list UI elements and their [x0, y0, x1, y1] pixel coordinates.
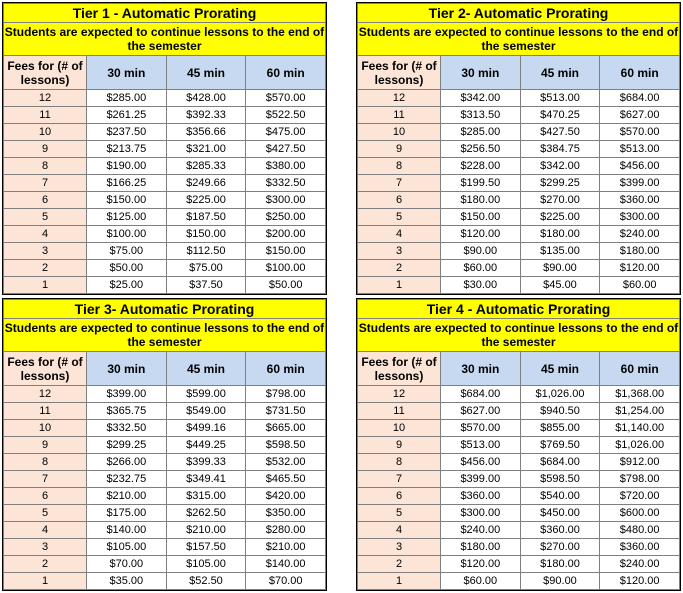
fee-cell: $105.00	[87, 539, 167, 556]
fee-cell: $256.50	[441, 141, 521, 158]
fee-cell: $150.00	[246, 243, 326, 260]
table-row	[4, 471, 326, 488]
fees-column-header: Fees for (# of lessons)	[358, 56, 441, 90]
col-60-header: 60 min	[600, 352, 680, 386]
fee-cell: $50.00	[246, 277, 326, 294]
fee-cell: $90.00	[520, 573, 600, 590]
fee-cell: $112.50	[166, 243, 246, 260]
fee-cell: $356.66	[166, 124, 246, 141]
fee-cell: $270.00	[520, 539, 600, 556]
fee-cell: $1,026.00	[520, 386, 600, 403]
fee-cell: $60.00	[600, 277, 680, 294]
fee-cell: $313.50	[441, 107, 521, 124]
table-row	[4, 124, 326, 141]
fee-cell: $300.00	[600, 209, 680, 226]
table-row	[4, 488, 326, 505]
fee-cell: $270.00	[520, 192, 600, 209]
fee-cell: $940.50	[520, 403, 600, 420]
tier-1-table	[2, 2, 327, 295]
fee-cell: $342.00	[520, 158, 600, 175]
fee-cell: $798.00	[600, 471, 680, 488]
lesson-count-cell: 11	[358, 107, 441, 124]
fee-cell: $60.00	[441, 573, 521, 590]
fee-cell: $384.75	[520, 141, 600, 158]
table-row	[4, 386, 326, 403]
table-row	[4, 522, 326, 539]
table-row	[358, 277, 680, 294]
table-row	[4, 141, 326, 158]
lesson-count-cell: 2	[358, 556, 441, 573]
fee-cell: $75.00	[166, 260, 246, 277]
table-row	[4, 277, 326, 294]
fee-cell: $225.00	[520, 209, 600, 226]
fee-cell: $213.75	[87, 141, 167, 158]
fee-cell: $300.00	[246, 192, 326, 209]
fee-cell: $70.00	[87, 556, 167, 573]
lesson-count-cell: 2	[358, 260, 441, 277]
table-row	[4, 158, 326, 175]
lesson-count-cell: 1	[358, 277, 441, 294]
table-row	[358, 158, 680, 175]
fee-cell: $349.41	[166, 471, 246, 488]
fee-cell: $285.00	[87, 90, 167, 107]
fee-cell: $140.00	[87, 522, 167, 539]
fee-cell: $332.50	[246, 175, 326, 192]
fee-cell: $449.25	[166, 437, 246, 454]
fee-cell: $420.00	[246, 488, 326, 505]
fee-cell: $475.00	[246, 124, 326, 141]
col-30-header: 30 min	[87, 56, 167, 90]
fee-cell: $599.00	[166, 386, 246, 403]
lesson-count-cell: 6	[358, 192, 441, 209]
fee-cell: $360.00	[600, 192, 680, 209]
lesson-count-cell: 3	[4, 243, 87, 260]
fee-cell: $549.00	[166, 403, 246, 420]
lesson-count-cell: 3	[358, 243, 441, 260]
fee-cell: $684.00	[520, 454, 600, 471]
fee-cell: $480.00	[600, 522, 680, 539]
fee-cell: $300.00	[441, 505, 521, 522]
table-row	[358, 90, 680, 107]
lesson-count-cell: 12	[358, 386, 441, 403]
lesson-count-cell: 2	[4, 260, 87, 277]
table-row	[358, 226, 680, 243]
col-30-header: 30 min	[87, 352, 167, 386]
fees-column-header: Fees for (# of lessons)	[358, 352, 441, 386]
lesson-count-cell: 6	[358, 488, 441, 505]
fee-cell: $240.00	[600, 226, 680, 243]
fee-cell: $600.00	[600, 505, 680, 522]
fee-cell: $513.00	[520, 90, 600, 107]
table-row	[358, 488, 680, 505]
fee-cell: $240.00	[441, 522, 521, 539]
fee-cell: $240.00	[600, 556, 680, 573]
fee-cell: $135.00	[520, 243, 600, 260]
fee-cell: $684.00	[600, 90, 680, 107]
fee-cell: $30.00	[441, 277, 521, 294]
fee-cell: $166.25	[87, 175, 167, 192]
lesson-count-cell: 4	[4, 522, 87, 539]
table-row	[358, 556, 680, 573]
fee-cell: $427.50	[520, 124, 600, 141]
fee-cell: $365.75	[87, 403, 167, 420]
fee-cell: $465.50	[246, 471, 326, 488]
fee-cell: $720.00	[600, 488, 680, 505]
fee-cell: $150.00	[166, 226, 246, 243]
lesson-count-cell: 4	[4, 226, 87, 243]
lesson-count-cell: 1	[4, 277, 87, 294]
lesson-count-cell: 10	[4, 124, 87, 141]
lesson-count-cell: 9	[4, 437, 87, 454]
fee-cell: $232.75	[87, 471, 167, 488]
lesson-count-cell: 10	[358, 420, 441, 437]
fee-cell: $598.50	[246, 437, 326, 454]
lesson-count-cell: 6	[4, 192, 87, 209]
table-row	[4, 556, 326, 573]
fee-cell: $37.50	[166, 277, 246, 294]
fee-cell: $75.00	[87, 243, 167, 260]
fee-cell: $360.00	[600, 539, 680, 556]
table-row	[358, 243, 680, 260]
fee-cell: $120.00	[600, 260, 680, 277]
fee-cell: $299.25	[520, 175, 600, 192]
fee-table	[357, 299, 680, 590]
fee-cell: $513.00	[441, 437, 521, 454]
fee-cell: $261.25	[87, 107, 167, 124]
col-45-header: 45 min	[520, 56, 600, 90]
fee-cell: $190.00	[87, 158, 167, 175]
fee-cell: $175.00	[87, 505, 167, 522]
table-row	[4, 420, 326, 437]
table-row	[358, 420, 680, 437]
fee-cell: $360.00	[520, 522, 600, 539]
col-45-header: 45 min	[520, 352, 600, 386]
lesson-count-cell: 7	[4, 471, 87, 488]
lesson-count-cell: 10	[358, 124, 441, 141]
fee-cell: $105.00	[166, 556, 246, 573]
table-row	[4, 573, 326, 590]
fee-cell: $262.50	[166, 505, 246, 522]
fee-cell: $456.00	[441, 454, 521, 471]
fee-cell: $392.33	[166, 107, 246, 124]
table-row	[4, 192, 326, 209]
fee-cell: $513.00	[600, 141, 680, 158]
fee-cell: $210.00	[166, 522, 246, 539]
fee-cell: $332.50	[87, 420, 167, 437]
lesson-count-cell: 5	[358, 209, 441, 226]
fee-cell: $45.00	[520, 277, 600, 294]
fee-cell: $1,368.00	[600, 386, 680, 403]
fee-cell: $342.00	[441, 90, 521, 107]
table-row	[358, 107, 680, 124]
fee-cell: $380.00	[246, 158, 326, 175]
table-row	[4, 107, 326, 124]
tier-3-table	[2, 298, 327, 591]
fee-cell: $35.00	[87, 573, 167, 590]
table-row	[358, 124, 680, 141]
fee-table	[3, 3, 326, 294]
fee-cell: $52.50	[166, 573, 246, 590]
lesson-count-cell: 9	[358, 141, 441, 158]
lesson-count-cell: 2	[4, 556, 87, 573]
fee-cell: $249.66	[166, 175, 246, 192]
lesson-count-cell: 5	[4, 209, 87, 226]
fee-cell: $200.00	[246, 226, 326, 243]
lesson-count-cell: 1	[4, 573, 87, 590]
fee-cell: $180.00	[520, 556, 600, 573]
col-30-header: 30 min	[441, 352, 521, 386]
tier-subtitle: Students are expected to continue lessons to the end of the semester	[358, 23, 680, 56]
table-row	[358, 573, 680, 590]
fee-cell: $228.00	[441, 158, 521, 175]
fee-cell: $280.00	[246, 522, 326, 539]
table-row	[4, 175, 326, 192]
lesson-count-cell: 11	[4, 403, 87, 420]
fee-cell: $210.00	[246, 539, 326, 556]
fee-cell: $399.00	[441, 471, 521, 488]
fee-cell: $150.00	[87, 192, 167, 209]
table-row	[4, 243, 326, 260]
fee-cell: $180.00	[520, 226, 600, 243]
fee-cell: $540.00	[520, 488, 600, 505]
fee-cell: $180.00	[441, 539, 521, 556]
table-row	[4, 505, 326, 522]
fee-cell: $1,254.00	[600, 403, 680, 420]
lesson-count-cell: 7	[358, 471, 441, 488]
fee-cell: $90.00	[441, 243, 521, 260]
fee-cell: $50.00	[87, 260, 167, 277]
fees-column-header: Fees for (# of lessons)	[4, 56, 87, 90]
fee-cell: $570.00	[246, 90, 326, 107]
table-row	[358, 454, 680, 471]
table-row	[4, 260, 326, 277]
fee-cell: $731.50	[246, 403, 326, 420]
fee-cell: $627.00	[441, 403, 521, 420]
table-row	[4, 539, 326, 556]
fee-cell: $399.00	[87, 386, 167, 403]
table-row	[358, 260, 680, 277]
table-row	[358, 471, 680, 488]
lesson-count-cell: 4	[358, 522, 441, 539]
fee-cell: $125.00	[87, 209, 167, 226]
fee-cell: $100.00	[87, 226, 167, 243]
lesson-count-cell: 3	[4, 539, 87, 556]
fee-cell: $350.00	[246, 505, 326, 522]
table-row	[4, 454, 326, 471]
fee-cell: $450.00	[520, 505, 600, 522]
table-row	[358, 505, 680, 522]
fees-column-header: Fees for (# of lessons)	[4, 352, 87, 386]
fee-cell: $237.50	[87, 124, 167, 141]
fee-cell: $120.00	[441, 226, 521, 243]
lesson-count-cell: 12	[358, 90, 441, 107]
fee-cell: $570.00	[600, 124, 680, 141]
table-row	[358, 539, 680, 556]
tier-subtitle: Students are expected to continue lessons to the end of the semester	[4, 23, 326, 56]
tier-4-table	[356, 298, 681, 591]
fee-cell: $100.00	[246, 260, 326, 277]
fee-cell: $769.50	[520, 437, 600, 454]
lesson-count-cell: 9	[358, 437, 441, 454]
fee-cell: $665.00	[246, 420, 326, 437]
tier-2-table	[356, 2, 681, 295]
fee-cell: $120.00	[441, 556, 521, 573]
table-row	[358, 141, 680, 158]
tier-subtitle: Students are expected to continue lessons to the end of the semester	[358, 319, 680, 352]
lesson-count-cell: 8	[358, 454, 441, 471]
table-row	[358, 175, 680, 192]
table-row	[4, 226, 326, 243]
lesson-count-cell: 1	[358, 573, 441, 590]
fee-cell: $210.00	[87, 488, 167, 505]
fee-cell: $427.50	[246, 141, 326, 158]
col-30-header: 30 min	[441, 56, 521, 90]
fee-cell: $399.00	[600, 175, 680, 192]
fee-cell: $684.00	[441, 386, 521, 403]
table-row	[358, 386, 680, 403]
lesson-count-cell: 3	[358, 539, 441, 556]
fee-cell: $499.16	[166, 420, 246, 437]
fee-cell: $798.00	[246, 386, 326, 403]
fee-cell: $428.00	[166, 90, 246, 107]
tier-title: Tier 1 - Automatic Prorating	[4, 4, 326, 23]
fee-cell: $315.00	[166, 488, 246, 505]
lesson-count-cell: 11	[4, 107, 87, 124]
fee-cell: $266.00	[87, 454, 167, 471]
fee-cell: $399.33	[166, 454, 246, 471]
lesson-count-cell: 12	[4, 386, 87, 403]
fee-cell: $70.00	[246, 573, 326, 590]
fee-cell: $470.25	[520, 107, 600, 124]
fee-cell: $150.00	[441, 209, 521, 226]
fee-cell: $180.00	[441, 192, 521, 209]
fee-cell: $1,026.00	[600, 437, 680, 454]
fee-table	[3, 299, 326, 590]
table-row	[4, 403, 326, 420]
fee-cell: $157.50	[166, 539, 246, 556]
table-row	[4, 437, 326, 454]
table-row	[358, 437, 680, 454]
table-row	[358, 522, 680, 539]
lesson-count-cell: 11	[358, 403, 441, 420]
fee-cell: $456.00	[600, 158, 680, 175]
table-row	[358, 192, 680, 209]
col-45-header: 45 min	[166, 352, 246, 386]
fee-cell: $360.00	[441, 488, 521, 505]
table-row	[358, 403, 680, 420]
table-row	[358, 209, 680, 226]
fee-cell: $285.33	[166, 158, 246, 175]
lesson-count-cell: 10	[4, 420, 87, 437]
col-60-header: 60 min	[246, 56, 326, 90]
fee-cell: $912.00	[600, 454, 680, 471]
fee-cell: $60.00	[441, 260, 521, 277]
lesson-count-cell: 6	[4, 488, 87, 505]
fee-cell: $532.00	[246, 454, 326, 471]
lesson-count-cell: 5	[4, 505, 87, 522]
lesson-count-cell: 8	[358, 158, 441, 175]
fee-cell: $855.00	[520, 420, 600, 437]
lesson-count-cell: 5	[358, 505, 441, 522]
fee-cell: $25.00	[87, 277, 167, 294]
lesson-count-cell: 8	[4, 158, 87, 175]
table-row	[4, 209, 326, 226]
fee-cell: $187.50	[166, 209, 246, 226]
tier-subtitle: Students are expected to continue lessons to the end of the semester	[4, 319, 326, 352]
col-60-header: 60 min	[600, 56, 680, 90]
lesson-count-cell: 4	[358, 226, 441, 243]
fee-cell: $120.00	[600, 573, 680, 590]
tier-title: Tier 4 - Automatic Prorating	[358, 300, 680, 319]
fee-cell: $1,140.00	[600, 420, 680, 437]
fee-cell: $199.50	[441, 175, 521, 192]
fee-cell: $627.00	[600, 107, 680, 124]
col-45-header: 45 min	[166, 56, 246, 90]
fee-cell: $321.00	[166, 141, 246, 158]
fee-table	[357, 3, 680, 294]
lesson-count-cell: 12	[4, 90, 87, 107]
table-row	[4, 90, 326, 107]
fee-cell: $225.00	[166, 192, 246, 209]
tier-title: Tier 3- Automatic Prorating	[4, 300, 326, 319]
lesson-count-cell: 7	[358, 175, 441, 192]
lesson-count-cell: 7	[4, 175, 87, 192]
fee-cell: $598.50	[520, 471, 600, 488]
fee-cell: $180.00	[600, 243, 680, 260]
fee-cell: $250.00	[246, 209, 326, 226]
fee-cell: $299.25	[87, 437, 167, 454]
lesson-count-cell: 9	[4, 141, 87, 158]
lesson-count-cell: 8	[4, 454, 87, 471]
fee-cell: $285.00	[441, 124, 521, 141]
tier-title: Tier 2- Automatic Prorating	[358, 4, 680, 23]
fee-cell: $522.50	[246, 107, 326, 124]
fee-cell: $90.00	[520, 260, 600, 277]
col-60-header: 60 min	[246, 352, 326, 386]
fee-cell: $140.00	[246, 556, 326, 573]
fee-cell: $570.00	[441, 420, 521, 437]
